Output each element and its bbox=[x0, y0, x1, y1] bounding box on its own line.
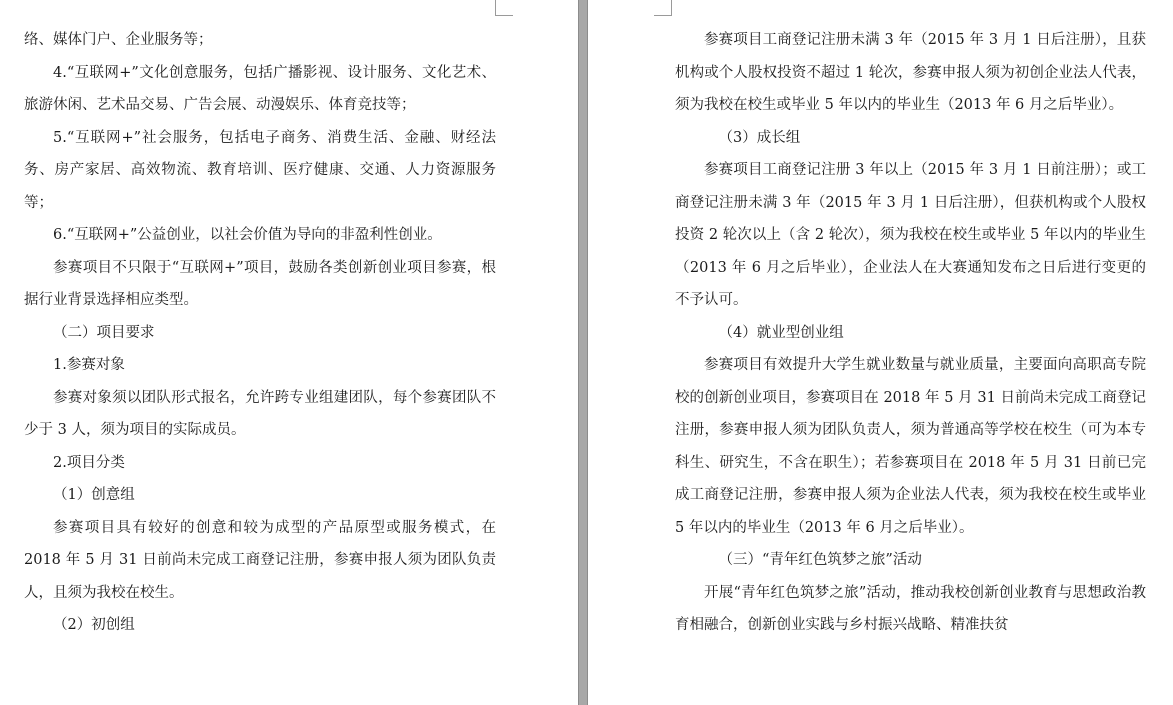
paragraph: 络、媒体门户、企业服务等； bbox=[24, 32, 213, 48]
document-page-left bbox=[0, 0, 578, 705]
paragraph: 参赛项目具有较好的创意和较为成型的产品原型或服务模式，在 2018 年 5 月 31 日前尚未完成工商登记注册，参赛申报人须为团队负责人，且须为我校在校生。 bbox=[24, 519, 496, 601]
margin-corner-mark bbox=[495, 0, 513, 16]
group-heading: （1）创意组 bbox=[53, 487, 135, 503]
paragraph: 参赛项目不只限于“互联网+”项目，鼓励各类创新创业项目参赛，根据行业背景选择相应类型。 bbox=[24, 259, 496, 308]
subsection-heading: 1.参赛对象 bbox=[53, 357, 125, 373]
page-separator bbox=[578, 0, 588, 705]
group-heading: （3）成长组 bbox=[718, 129, 801, 146]
subsection-heading: 2.项目分类 bbox=[53, 454, 125, 471]
group-heading: （4）就业型创业组 bbox=[718, 324, 844, 341]
paragraph: 6.“互联网+”公益创业，以社会价值为导向的非盈利性创业。 bbox=[53, 227, 442, 243]
page-body-left bbox=[24, 24, 496, 642]
section-heading: （三）“青年红色筑梦之旅”活动 bbox=[718, 552, 922, 568]
paragraph: 参赛对象须以团队形式报名，允许跨专业组建团队，每个参赛团队不少于 3 人，须为项目的实际成员。 bbox=[24, 389, 496, 438]
margin-corner-mark bbox=[654, 0, 672, 16]
section-heading: （二）项目要求 bbox=[53, 324, 155, 341]
document-page-right bbox=[588, 0, 1173, 705]
paragraph: 参赛项目工商登记注册 3 年以上（2015 年 3 月 1 日前注册）；或工商登记注册未满 3 年（2015 年 3 月 1 日后注册），但获机构或个人股权投资 2 轮次以上（含 2 轮次），须为我校在校生或毕业 5 年以内的毕业生（2013 年 6 月之后毕业），企业法人在大赛通知发布之日后进行变更的不予认可。 bbox=[675, 162, 1146, 308]
paragraph: 参赛项目工商登记注册未满 3 年（2015 年 3 月 1 日后注册），且获机构或个人股权投资不超过 1 轮次，参赛申报人须为初创企业法人代表，须为我校在校生或毕业 5 年以内的毕业生（2013 年 6 月之后毕业）。 bbox=[675, 32, 1146, 113]
paragraph: 5.“互联网+”社会服务，包括电子商务、消费生活、金融、财经法务、房产家居、高效物流、教育培训、医疗健康、交通、人力资源服务等； bbox=[24, 129, 496, 211]
page-body-right bbox=[675, 24, 1146, 642]
paragraph: 开展“青年红色筑梦之旅”活动，推动我校创新创业教育与思想政治教育相融合，创新创业实践与乡村振兴战略、精准扶贫 bbox=[675, 584, 1146, 633]
group-heading: （2）初创组 bbox=[53, 617, 135, 633]
paragraph: 参赛项目有效提升大学生就业数量与就业质量，主要面向高职高专院校的创新创业项目，参赛项目在 2018 年 5 月 31 日前尚未完成工商登记注册，参赛申报人须为团队负责人，须为普通高等学校在校生（可为本专科生、研究生，不含在职生）；若参赛项目在 2018 年 5 月 31 日前已完成工商登记注册，参赛申报人须为企业法人代表，须为我校在校生或毕业 5 年以内的毕业生（2013 年 6 月之后毕业）。 bbox=[675, 357, 1146, 536]
paragraph: 4.“互联网+”文化创意服务，包括广播影视、设计服务、文化艺术、旅游休闲、艺术品交易、广告会展、动漫娱乐、体育竞技等； bbox=[24, 64, 496, 113]
